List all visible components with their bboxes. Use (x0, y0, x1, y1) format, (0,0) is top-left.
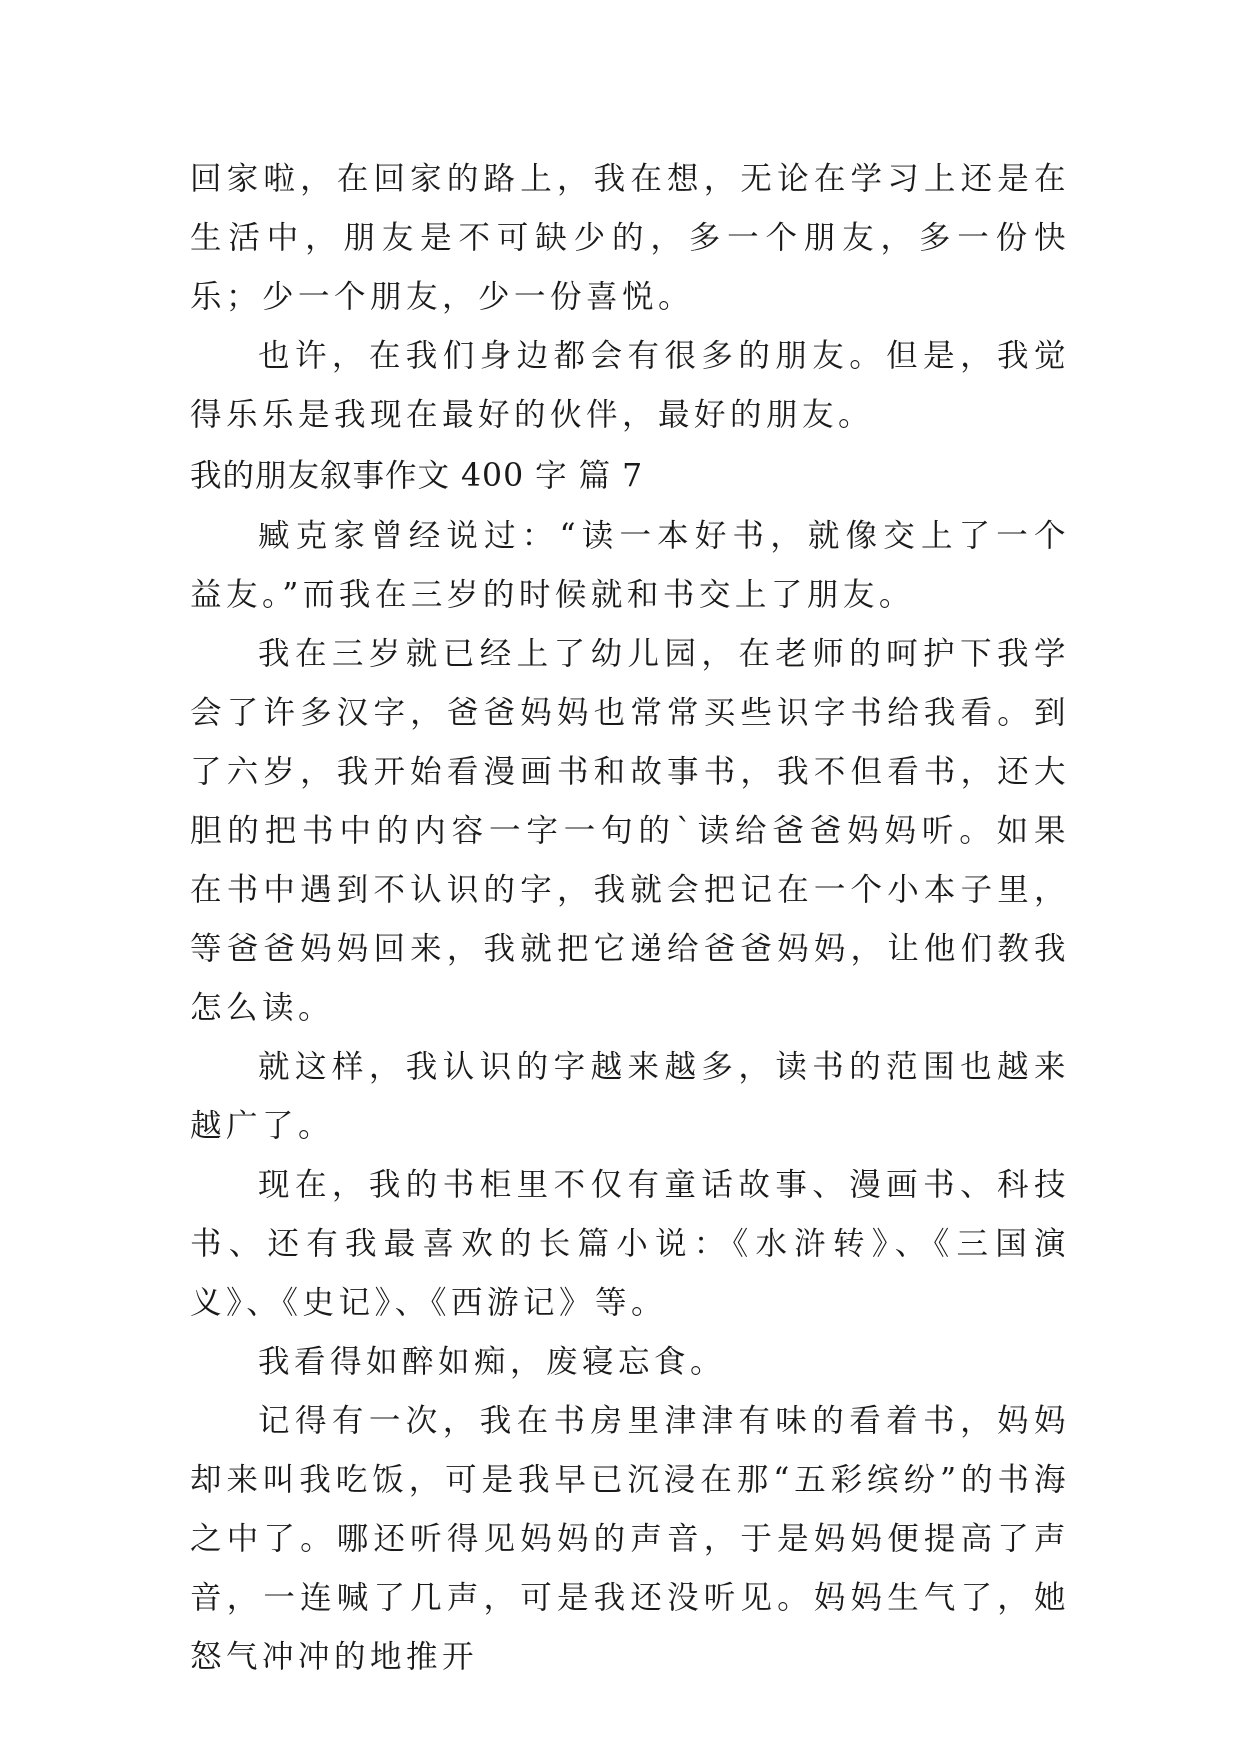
paragraph: 就这样，我认识的字越来越多，读书的范围也越来越广了。 (190, 1049, 1070, 1144)
document-body (190, 150, 1070, 1687)
paragraph: 我看得如醉如痴，废寝忘食。 (258, 1344, 727, 1380)
paragraph: 臧克家曾经说过：“读一本好书，就像交上了一个益友。”而我在三岁的时候就和书交上了朋友。 (190, 518, 1070, 613)
paragraph: 回家啦，在回家的路上，我在想，无论在学习上还是在生活中，朋友是不可缺少的，多一个朋友，多一份快乐；少一个朋友，少一份喜悦。 (190, 161, 1070, 315)
paragraph: 我在三岁就已经上了幼儿园，在老师的呵护下我学会了许多汉字，爸爸妈妈也常常买些识字书给我看。到了六岁，我开始看漫画书和故事书，我不但看书，还大胆的把书中的内容一字一句的`读给爸爸妈妈听。如果在书中遇到不认识的字，我就会把记在一个小本子里，等爸爸妈妈回来，我就把它递给爸爸妈妈，让他们教我怎么读。 (190, 636, 1070, 1026)
section-heading: 我的朋友叙事作文 400 字 篇 7 (190, 458, 644, 494)
paragraph: 记得有一次，我在书房里津津有味的看着书，妈妈却来叫我吃饭，可是我早已沉浸在那“五彩缤纷”的书海之中了。哪还听得见妈妈的声音，于是妈妈便提高了声音，一连喊了几声，可是我还没听见。妈妈生气了，她怒气冲冲的地推开 (190, 1403, 1070, 1675)
paragraph: 现在，我的书柜里不仅有童话故事、漫画书、科技书、还有我最喜欢的长篇小说：《水浒转》、《三国演义》、《史记》、《西游记》等。 (190, 1167, 1070, 1321)
paragraph: 也许，在我们身边都会有很多的朋友。但是，我觉得乐乐是我现在最好的伙伴，最好的朋友。 (190, 338, 1070, 433)
